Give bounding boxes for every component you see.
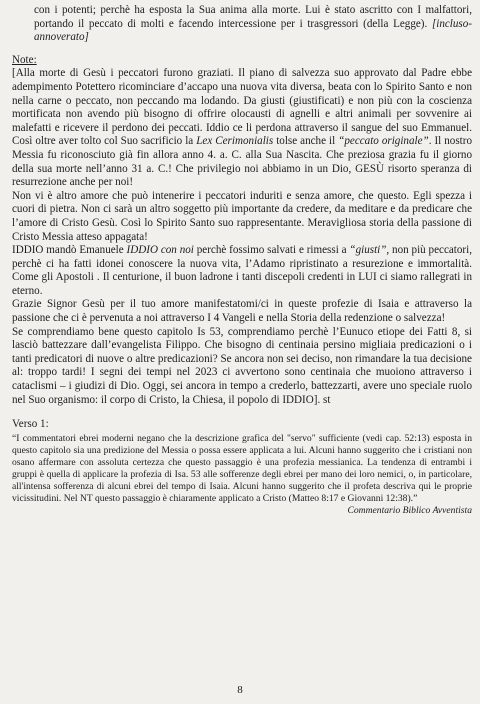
commentary-text: “I commentatori ebrei moderni negano che la descrizione grafica del "servo" sufficiente (vedi cap. 52:13) esposta in questo capitolo sia una predizione del Messia o possa essere applicata a lui. Alcuni hanno suggerito che i cristiani non osano affermare con assoluta certezza che questo passaggio è una profezia messianica. La tendenza di entrambi i gruppi è quella di applicare la profezia di Isa. 53 alle sofferenze degli ebrei per mano dei loro nemici, o, in particolare, all'intensa sofferenza di alcuni ebrei del tempo di Isaia. Alcuni hanno suggerito che il profeta descriva qui le proprie vicissitudini. Nel NT questo passaggio è chiaramente applicato a Cristo (Matteo 8:17 e Giovanni 12:38).” bbox=[12, 432, 472, 505]
lex-cerimonialis-term: Lex Cerimonialis bbox=[196, 135, 274, 148]
note-p3-part-c: , non più peccatori, perchè ci ha fatti idonei conoscere la nuova vita, l’Adamo ripristinato a resurezione e immortalità. Come gli Apostoli . Il centurione, il buon ladrone i tanti discepoli credenti in LUI ci siamo rallegrati in eterno. bbox=[12, 244, 472, 297]
note-paragraph-4: Grazie Signor Gesù per il tuo amore manifestatomi/ci in queste profezie di Isaia e attraverso la passione che ci è pervenuta a noi attraverso I 4 Vangeli e nella Storia della redenzione o salvezza! bbox=[12, 298, 472, 325]
note-p1-part-a: [Alla morte di Gesù i peccatori furono graziati. Il piano di salvezza suo approvato dal Padre ebbe adempimento Potettero ricominciare d’accapo una nuova vita diversa, beata con lo Spirito Santo e non nella carne o peccato, non peccando ma lodando. Da giusti (giustificati) e non più con la coscienza mortificata non avendo più bisogno di offrire olocausti di agnelli e altri animali per sovvenire ai malefatti e ricevere il perdono dei peccati. Iddio ce li perdona attraverso il sangue del suo Emmanuel. Così oltre aver tolto col Suo sacrificio la bbox=[12, 67, 472, 148]
note-p3-part-a: IDDIO mandò Emanuele bbox=[12, 244, 127, 257]
page-number: 8 bbox=[237, 684, 243, 696]
commentary-source: Commentario Biblico Avventista bbox=[347, 505, 472, 517]
note-p1-part-b: tolse anche il bbox=[273, 135, 339, 148]
note-paragraph-1 bbox=[12, 67, 472, 189]
note-p3-part-b: perchè fossimo salvati e rimessi a bbox=[193, 244, 350, 257]
note-paragraph-2: Non vi è altro amore che può intenerire i peccatori induriti e senza amore, che questo. Egli spezza i cuori di pietra. Non ci sarà un altro soggetto più importante da credere, da meditare e da predicare che l’amore di Cristo Gesù. Così lo Spirito Santo suo rappresentante. Meravigliosa storia della passione di Cristo Messia atteso appagata! bbox=[12, 189, 472, 243]
document-page bbox=[12, 4, 472, 517]
verso-label: Verso 1: bbox=[12, 418, 49, 431]
note-paragraph-5: Se comprendiamo bene questo capitolo Is 53, comprendiamo perchè l’Eunuco etiope dei Fatti 8, si lasciò battezzare dall’evangelista Filippo. Che bisogno di centinaia persino migliaia predicazioni o i tanti predicatori di nuove o altre predicazioni? Se ancora non sei deciso, non rimandare la tua decisione al: troppo tardi! I segni dei tempi nel 2023 ci avvertono sono centinaia che muoiono attraverso i cataclismi – i giudizi di Dio. Oggi, sei ancora in tempo a crederlo, battezzarti, avere uno speciale ruolo nel Suo organismo: il corpo di Cristo, la Chiesa, il popolo di IDDIO]. st bbox=[12, 325, 472, 406]
note-label-text: Note: bbox=[12, 53, 37, 66]
intro-note-italic: [incluso-annoverato] bbox=[34, 17, 472, 44]
commentary-quote bbox=[12, 432, 472, 517]
note-paragraph-3 bbox=[12, 244, 472, 298]
peccato-originale-term: “peccato originale” bbox=[338, 135, 429, 148]
intro-text: con i potenti; perchè ha esposta la Sua anima alla morte. Lui è stato ascritto con I malfattori, portando il peccato di molti e facendo intercessione per i trasgressori (della Legge). bbox=[34, 4, 472, 30]
iddio-con-noi-term: IDDIO con noi bbox=[126, 244, 194, 257]
giusti-term: “giusti” bbox=[349, 244, 387, 257]
note-label bbox=[12, 54, 472, 68]
note-p1-part-c: . Il nostro Messia fu riconosciuto già fin allora anno 4. a. C. alla Sua Nascita. Che preziosa grazia fu il giorno della sua morte nell’anno 31 a. C.! Che privilegio noi abbiamo in un Dio, GESÙ risorto speranza di resurrezione anche per noi! bbox=[12, 135, 472, 189]
intro-paragraph bbox=[12, 4, 472, 45]
